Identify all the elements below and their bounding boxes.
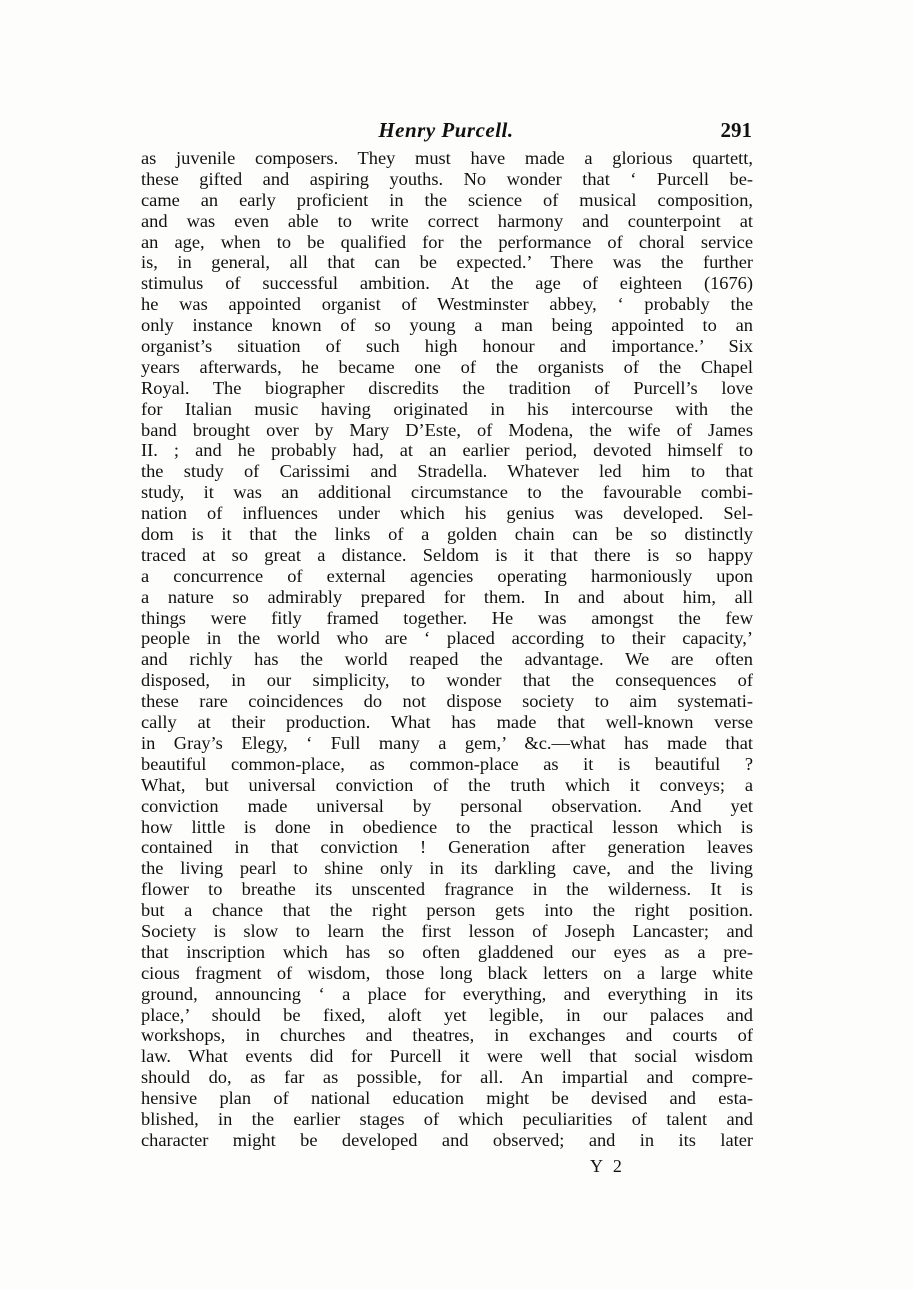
text-line: blished, in the earlier stages of which peculiarities of talent and [141,1108,753,1129]
text-line: Society is slow to learn the first lesson of Joseph Lancaster; and [141,920,753,941]
running-title: Henry Purcell. [378,118,514,142]
text-line: that inscription which has so often gladdened our eyes as a pre- [141,941,753,962]
text-line: flower to breathe its unscented fragrance in the wilderness. It is [141,879,753,900]
text-line: band brought over by Mary D’Este, of Modena, the wife of James [141,419,753,440]
text-line: traced at so great a distance. Seldom is it that there is so happy [141,544,753,565]
signature-mark: Y 2 [590,1156,625,1176]
text-line: for Italian music having originated in his intercourse with the [141,398,753,419]
text-line: disposed, in our simplicity, to wonder that the consequences of [141,670,753,691]
text-line: workshops, in churches and theatres, in exchanges and courts of [141,1025,753,1046]
text-line: ground, announcing ‘ a place for everything, and everything in its [141,983,753,1004]
text-line: these rare coincidences do not dispose society to aim systemati- [141,691,753,712]
text-line: cious fragment of wisdom, those long black letters on a large white [141,962,753,983]
text-line: hensive plan of national education might be devised and esta- [141,1088,753,1109]
text-line: an age, when to be qualified for the performance of choral service [141,231,753,252]
text-line: law. What events did for Purcell it were well that social wisdom [141,1046,753,1067]
text-line: should do, as far as possible, for all. An impartial and compre- [141,1067,753,1088]
text-line: contained in that conviction ! Generation after generation leaves [141,837,753,858]
text-line: stimulus of successful ambition. At the age of eighteen (1676) [141,273,753,294]
page-number: 291 [720,118,752,142]
text-line: Royal. The biographer discredits the tradition of Purcell’s love [141,377,753,398]
text-line: people in the world who are ‘ placed according to their capacity,’ [141,628,753,649]
text-line: study, it was an additional circumstance to the favourable combi- [141,482,753,503]
text-line: organist’s situation of such high honour and importance.’ Six [141,336,753,357]
body-text [141,148,753,1151]
text-line: nation of influences under which his genius was developed. Sel- [141,503,753,524]
text-line: dom is it that the links of a golden chain can be so distinctly [141,524,753,545]
text-line: things were fitly framed together. He was amongst the few [141,607,753,628]
text-line: character might be developed and observed; and in its later [141,1129,753,1150]
text-line: he was appointed organist of Westminster abbey, ‘ probably the [141,294,753,315]
text-line: a nature so admirably prepared for them. In and about him, all [141,586,753,607]
text-line: and richly has the world reaped the advantage. We are often [141,649,753,670]
text-line: II. ; and he probably had, at an earlier period, devoted himself to [141,440,753,461]
text-line: these gifted and aspiring youths. No wonder that ‘ Purcell be- [141,168,753,189]
text-line: came an early proficient in the science of musical composition, [141,189,753,210]
text-line: cally at their production. What has made that well-known verse [141,712,753,733]
running-head [140,118,752,146]
text-line: beautiful common-place, as common-place as it is beautiful ? [141,753,753,774]
text-line: the study of Carissimi and Stradella. Whatever led him to that [141,461,753,482]
text-line: how little is done in obedience to the practical lesson which is [141,816,753,837]
text-line: What, but universal conviction of the truth which it conveys; a [141,774,753,795]
text-line: years afterwards, he became one of the organists of the Chapel [141,356,753,377]
text-line: only instance known of so young a man being appointed to an [141,315,753,336]
text-line: and was even able to write correct harmony and counterpoint at [141,210,753,231]
text-line: in Gray’s Elegy, ‘ Full many a gem,’ &c.—what has made that [141,732,753,753]
text-line: as juvenile composers. They must have made a glorious quartett, [141,148,753,168]
text-line: a concurrence of external agencies operating harmoniously upon [141,565,753,586]
text-line: is, in general, all that can be expected.’ There was the further [141,252,753,273]
text-line: but a chance that the right person gets into the right position. [141,900,753,921]
text-line: conviction made universal by personal observation. And yet [141,795,753,816]
text-line: the living pearl to shine only in its darkling cave, and the living [141,858,753,879]
text-line: place,’ should be fixed, aloft yet legible, in our palaces and [141,1004,753,1025]
